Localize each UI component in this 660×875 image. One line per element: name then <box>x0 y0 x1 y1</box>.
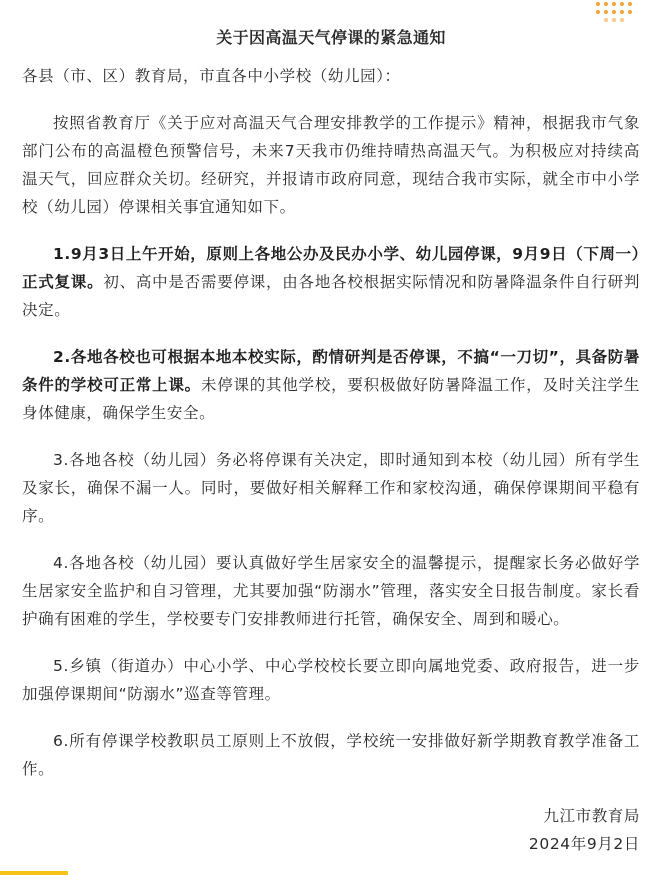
signature-date: 2024年9月2日 <box>528 835 640 853</box>
item-2-emphasis: 2.各地各校也可根据本地本校实际，酌情研判是否停课，不搞“一刀切”，具备防暑条件的学校可正常上课。 <box>22 348 640 394</box>
item-6: 6.所有停课学校教职员工原则上不放假，学校统一安排做好新学期教育教学准备工作。 <box>22 732 640 778</box>
notice-title: 关于因高温天气停课的紧急通知 <box>216 28 446 47</box>
item-1-text: 初、高中是否需要停课，由各地各校根据实际情况和防暑降温条件自行研判决定。 <box>22 273 640 319</box>
item-2-text: 未停课的其他学校，要积极做好防暑降温工作，及时关注学生身体健康，确保学生安全。 <box>22 376 641 422</box>
bottom-accent-strip <box>0 871 68 875</box>
item-1-emphasis: 1.9月3日上午开始，原则上各地公办及民办小学、幼儿园停课，9月9日（下周一）正式复课。 <box>22 245 640 291</box>
item-5: 5.乡镇（街道办）中心小学、中心学校校长要立即向属地党委、政府报告，进一步加强停课期间“防溺水”巡查等管理。 <box>22 657 640 703</box>
item-1 <box>22 240 640 324</box>
corner-dot-pattern-icon <box>594 0 638 22</box>
signature-issuer: 九江市教育局 <box>543 807 640 825</box>
item-2 <box>22 343 640 427</box>
notice-document <box>22 24 640 858</box>
salutation: 各县（市、区）教育局，市直各中小学校（幼儿园）： <box>22 67 401 85</box>
item-3: 3.各地各校（幼儿园）务必将停课有关决定，即时通知到本校（幼儿园）所有学生及家长，确保不漏一人。同时，要做好相关解释工作和家校沟通，确保停课期间平稳有序。 <box>22 451 640 525</box>
item-4: 4.各地各校（幼儿园）要认真做好学生居家安全的温馨提示，提醒家长务必做好学生居家安全监护和自习管理，尤其要加强“防溺水”管理，落实安全日报告制度。家长看护确有困难的学生，学校要专门安排教师进行托管，确保安全、周到和暖心。 <box>22 554 640 628</box>
intro-paragraph: 按照省教育厅《关于应对高温天气合理安排教学的工作提示》精神，根据我市气象部门公布的高温橙色预警信号，未来7天我市仍维持晴热高温天气。为积极应对持续高温天气，回应群众关切。经研究，并报请市政府同意，现结合我市实际，就全市中小学校（幼儿园）停课相关事宜通知如下。 <box>22 114 640 216</box>
